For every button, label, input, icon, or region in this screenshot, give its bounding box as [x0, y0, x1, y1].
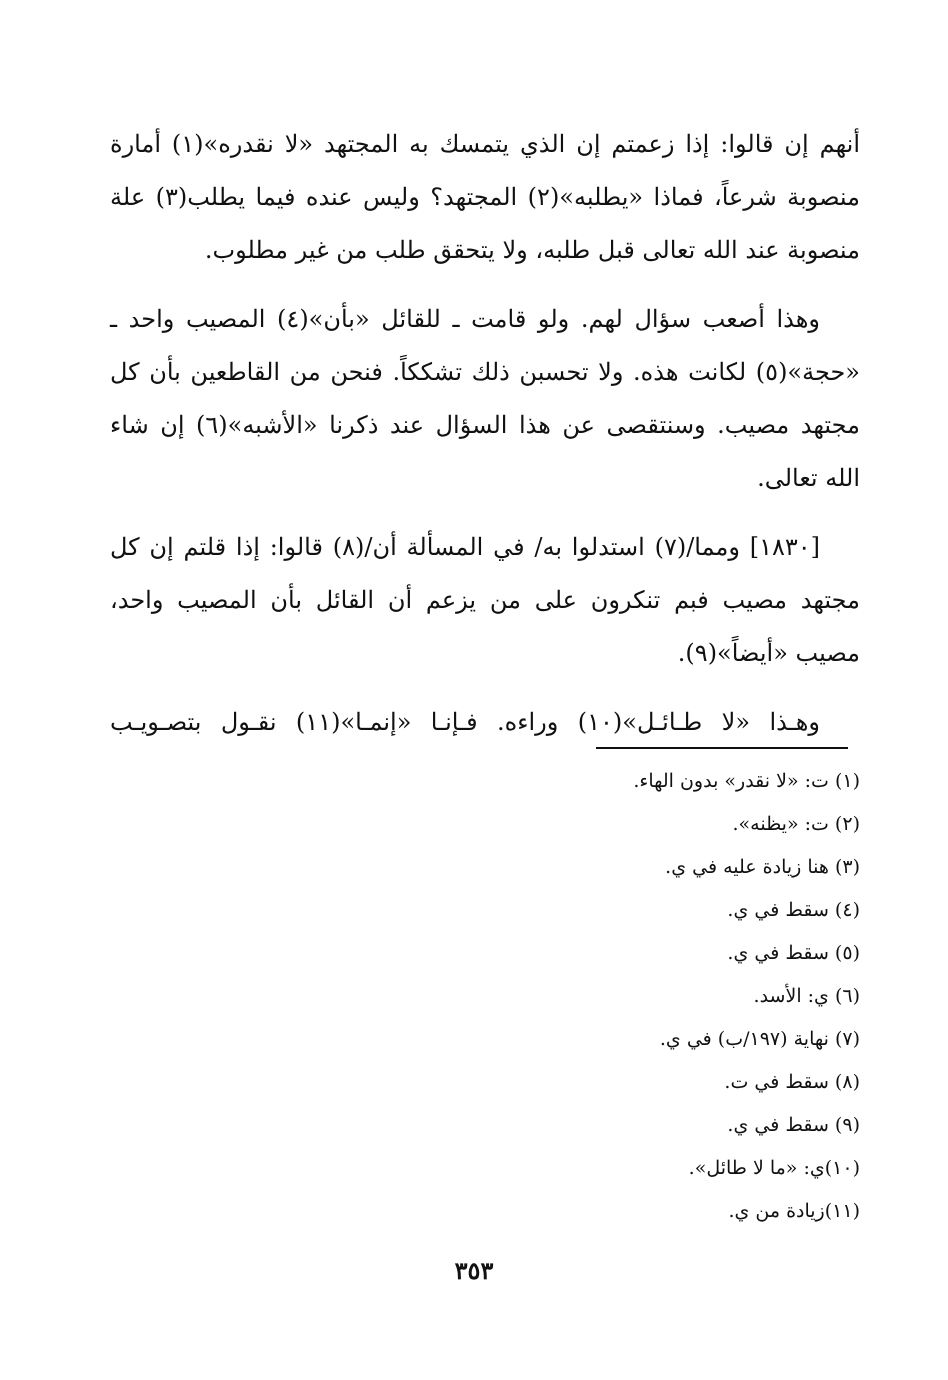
- footnote-6: (٦) ي: الأسد.: [753, 985, 860, 1007]
- paragraph-3: [١٨٣٠] ومما/(٧) استدلوا به/ في المسألة أن/(٨) قالوا: إذا قلتم إن كل مجتهد مصيب فبم تنكرون على من يزعم أن القائل بأن المصيب واحد، مصيب «أيضاً»(٩).: [110, 533, 861, 667]
- footnote-11: (١١)زيادة من ي.: [728, 1200, 860, 1222]
- footnote-5: (٥) سقط في ي.: [727, 942, 860, 964]
- footnote-9: (٩) سقط في ي.: [727, 1114, 860, 1136]
- footnotes: [300, 760, 860, 1233]
- main-text: [110, 118, 860, 765]
- footnote-2: (٢) ت: «يظنه».: [732, 813, 860, 835]
- footnote-1: (١) ت: «لا نقدر» بدون الهاء.: [633, 770, 860, 792]
- footnote-3: (٣) هنا زيادة عليه في ي.: [665, 856, 860, 878]
- paragraph-1: أنهم إن قالوا: إذا زعمتم إن الذي يتمسك به المجتهد «لا نقدره»(١) أمارة منصوبة شرعاً، فماذا «يطلبه»(٢) المجتهد؟ وليس عنده فيما يطلب(٣) علة منصوبة عند الله تعالى قبل طلبه، ولا يتحقق طلب من غير مطلوب.: [110, 130, 861, 264]
- paragraph-4: وهـذا «لا طـائـل»(١٠) وراءه. فـإنـا «إنمـا»(١١) نقـول بتصـويـب: [110, 708, 820, 736]
- footnote-separator: [596, 747, 848, 749]
- paragraph-2: وهذا أصعب سؤال لهم. ولو قامت ـ للقائل «بأن»(٤) المصيب واحد ـ «حجة»(٥) لكانت هذه. ولا تحسبن ذلك تشككاً. فنحن من القاطعين بأن كل مجتهد مصيب. وسنتقصى عن هذا السؤال عند ذكرنا «الأشبه»(٦) إن شاء الله تعالى.: [110, 305, 860, 492]
- footnote-4: (٤) سقط في ي.: [727, 899, 860, 921]
- footnote-7: (٧) نهاية (١٩٧/ب) في ي.: [659, 1028, 860, 1050]
- footnote-8: (٨) سقط في ت.: [724, 1071, 860, 1093]
- page-number: ٣٥٣: [454, 1256, 494, 1285]
- footnote-10: (١٠)ي: «ما لا طائل».: [688, 1157, 860, 1179]
